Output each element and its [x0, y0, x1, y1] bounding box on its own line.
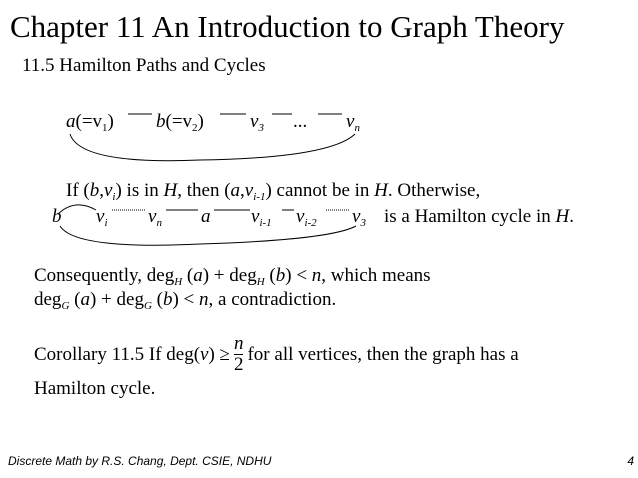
cycle-vim1-sub: i-1 [259, 217, 272, 229]
vertex-b: b [156, 111, 166, 132]
if-H2: H [374, 180, 388, 201]
cycle-vertex-b: b [52, 206, 62, 227]
page-number: 4 [627, 454, 634, 468]
vertex-vn: v [346, 111, 355, 132]
cycle-tail-H: H [555, 206, 570, 227]
cycle-vi-sub: i [104, 217, 108, 229]
if-b: b [89, 180, 100, 201]
cons2-sub1: G [61, 300, 70, 312]
if-text-5: . Otherwise, [387, 180, 481, 201]
vertex-b-sub: 2 [192, 122, 198, 134]
slide-subtitle: 11.5 Hamilton Paths and Cycles [22, 55, 266, 76]
cons2-mid1: ( [69, 289, 81, 310]
corollary-v: v [200, 343, 209, 365]
vertex-a-index: (=v [75, 111, 103, 132]
if-comma: , [99, 180, 104, 201]
if-text-1: If ( [66, 180, 90, 201]
corollary-line-2: Hamilton cycle. [34, 378, 156, 399]
cons2-mid3: ( [151, 289, 163, 310]
if-v-sub: i [112, 191, 116, 203]
if-text-2: ) is in [115, 180, 164, 201]
vertex-vn-sub: n [354, 122, 360, 134]
curve-path-a-vn [70, 134, 355, 161]
if-a: a [230, 180, 241, 201]
vertex-b-close: ) [197, 111, 204, 132]
cons2-sub2: G [143, 300, 152, 312]
vertex-v3-sub: 3 [258, 122, 264, 134]
cycle-vim2-sub: i-2 [304, 217, 317, 229]
cycle-tail-end: . [569, 206, 574, 227]
cons1-mid1: ( [182, 265, 194, 286]
curve-b-vi [58, 205, 96, 214]
if-v: v [103, 180, 113, 201]
vertex-a: a [66, 111, 76, 132]
fraction-numerator: n [233, 333, 244, 354]
vertex-a-sub: 1 [102, 122, 108, 134]
corollary-text-1: Corollary 11.5 If deg( [34, 343, 201, 365]
if-comma-2: , [240, 180, 245, 201]
cycle-vi: v [96, 206, 105, 227]
cycle-vertex-a: a [201, 206, 211, 227]
if-text-3: , then ( [177, 180, 231, 201]
cons1-a: a [193, 265, 203, 286]
cons1-end: , which means [321, 265, 431, 286]
cycle-tail-text: is a Hamilton cycle in [384, 206, 556, 227]
cycle-vn-sub: n [156, 217, 162, 229]
slide-title: Chapter 11 An Introduction to Graph Theory [10, 9, 565, 44]
vertex-b-index: (=v [165, 111, 193, 132]
if-H: H [163, 180, 178, 201]
cons2-n: n [199, 289, 209, 310]
cons2-mid2: ) + deg [89, 289, 144, 310]
vertex-a-close: ) [107, 111, 114, 132]
curve-cycle-return [60, 226, 356, 245]
path-dots: ... [293, 111, 308, 132]
cycle-v3: v [352, 206, 361, 227]
cons1-mid3: ( [264, 265, 276, 286]
cycle-v3-sub: 3 [360, 217, 366, 229]
cons2-end: , a contradiction. [208, 289, 337, 310]
vertex-v3: v [250, 111, 259, 132]
cons1-text: Consequently, deg [34, 265, 175, 286]
if-text-4: ) cannot be in [265, 180, 375, 201]
cons1-mid4: ) < [285, 265, 312, 286]
cycle-vn: v [148, 206, 157, 227]
cons1-sub1: H [174, 276, 183, 288]
footer-credit: Discrete Math by R.S. Chang, Dept. CSIE, NDHU [8, 454, 272, 468]
cons2-b: b [162, 289, 173, 310]
cycle-vim1: v [251, 206, 260, 227]
corollary-text-3: for all vertices, then the graph has a [247, 343, 519, 365]
fraction-denominator: 2 [233, 354, 244, 375]
cons1-sub2: H [256, 276, 265, 288]
cons1-b: b [275, 265, 286, 286]
corollary-text-2: ) ≥ [208, 343, 230, 365]
cons1-n: n [311, 265, 322, 286]
if-v2: v [244, 180, 254, 201]
cons2-mid4: ) < [172, 289, 200, 310]
cycle-vim2: v [296, 206, 305, 227]
cons2-text: deg [34, 289, 62, 310]
cons1-mid2: ) + deg [202, 265, 257, 286]
cons2-a: a [80, 289, 90, 310]
if-v2-sub: i-1 [253, 191, 266, 203]
